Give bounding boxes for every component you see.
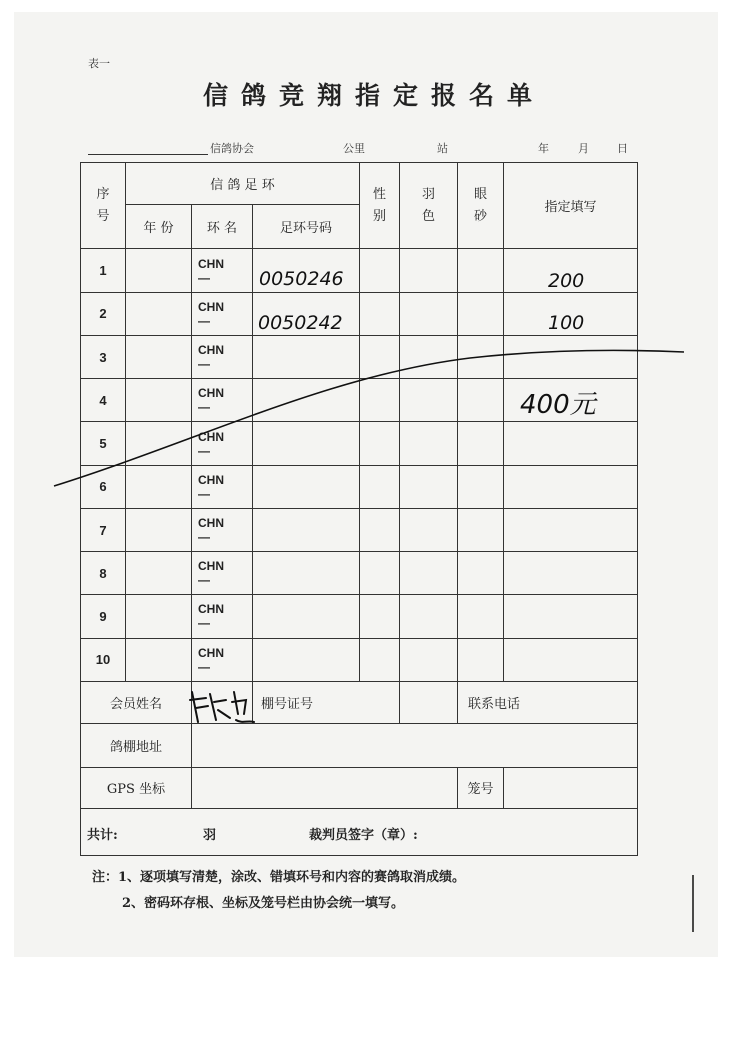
loft-address-label: 鸽棚地址	[81, 724, 192, 768]
km-label: 公里	[343, 142, 365, 155]
row-1-ring-no-handwritten: 0050246	[259, 268, 344, 290]
row-3-no: 3	[81, 335, 126, 378]
phone-label: 联系电话	[458, 681, 638, 723]
note-2: 2、密码环存根、坐标及笼号栏由协会统一填写。	[122, 896, 405, 911]
header-eye: 眼砂	[458, 163, 504, 249]
row-7-no: 7	[81, 508, 126, 551]
row-9-no: 9	[81, 595, 126, 638]
gps-label: GPS 坐标	[81, 768, 192, 808]
row-2-designated-handwritten: 100	[548, 312, 585, 334]
row-10-ring-name: CHN —	[192, 638, 253, 681]
row-8-ring-name: CHN —	[192, 552, 253, 595]
header-ring: 信 鸽 足 环	[126, 163, 360, 205]
row-1-ring-name: CHN —	[192, 249, 253, 292]
row-6-no: 6	[81, 465, 126, 508]
header-ring-no: 足环号码	[253, 205, 360, 249]
cage-no-label: 笼号	[458, 768, 504, 808]
month-label: 月	[578, 142, 589, 155]
header-designated: 指定填写	[504, 163, 638, 249]
header-ring-name: 环 名	[192, 205, 253, 249]
loft-cert-label: 棚号证号	[253, 681, 400, 723]
row-2-ring-name: CHN —	[192, 292, 253, 335]
row-1-designated-handwritten: 200	[548, 270, 585, 292]
header-seq: 序号	[81, 163, 126, 249]
row-3-ring-name: CHN —	[192, 335, 253, 378]
total-label: 共计:	[87, 827, 118, 843]
row-5-ring-name: CHN —	[192, 422, 253, 465]
header-feather: 羽色	[400, 163, 458, 249]
association-label: 信鸽协会	[210, 142, 254, 155]
page-title: 信鸽竞翔指定报名单	[202, 81, 545, 110]
year-label: 年	[538, 142, 549, 155]
row-1-no: 1	[81, 249, 126, 292]
row-7-ring-name: CHN —	[192, 508, 253, 551]
feather-unit-label: 羽	[203, 827, 217, 843]
row-4-ring-name: CHN —	[192, 379, 253, 422]
row-4-no: 4	[81, 379, 126, 422]
note-1: 注：1、逐项填写清楚，涂改、错填环号和内容的赛鸽取消成绩。	[92, 870, 466, 885]
header-year: 年 份	[126, 205, 192, 249]
row-4-designated-handwritten: 400元	[520, 390, 596, 420]
member-name-label: 会员姓名	[81, 681, 192, 723]
row-8-no: 8	[81, 552, 126, 595]
row-6-ring-name: CHN —	[192, 465, 253, 508]
day-label: 日	[617, 142, 628, 155]
form-label: 表一	[88, 57, 110, 70]
row-5-no: 5	[81, 422, 126, 465]
row-2-ring-no-handwritten: 0050242	[258, 312, 343, 334]
referee-sign-label: 裁判员签字（章）:	[309, 827, 418, 843]
header-sex: 性别	[360, 163, 400, 249]
row-10-no: 10	[81, 638, 126, 681]
station-label: 站	[437, 142, 448, 155]
row-9-ring-name: CHN —	[192, 595, 253, 638]
row-2-no: 2	[81, 292, 126, 335]
